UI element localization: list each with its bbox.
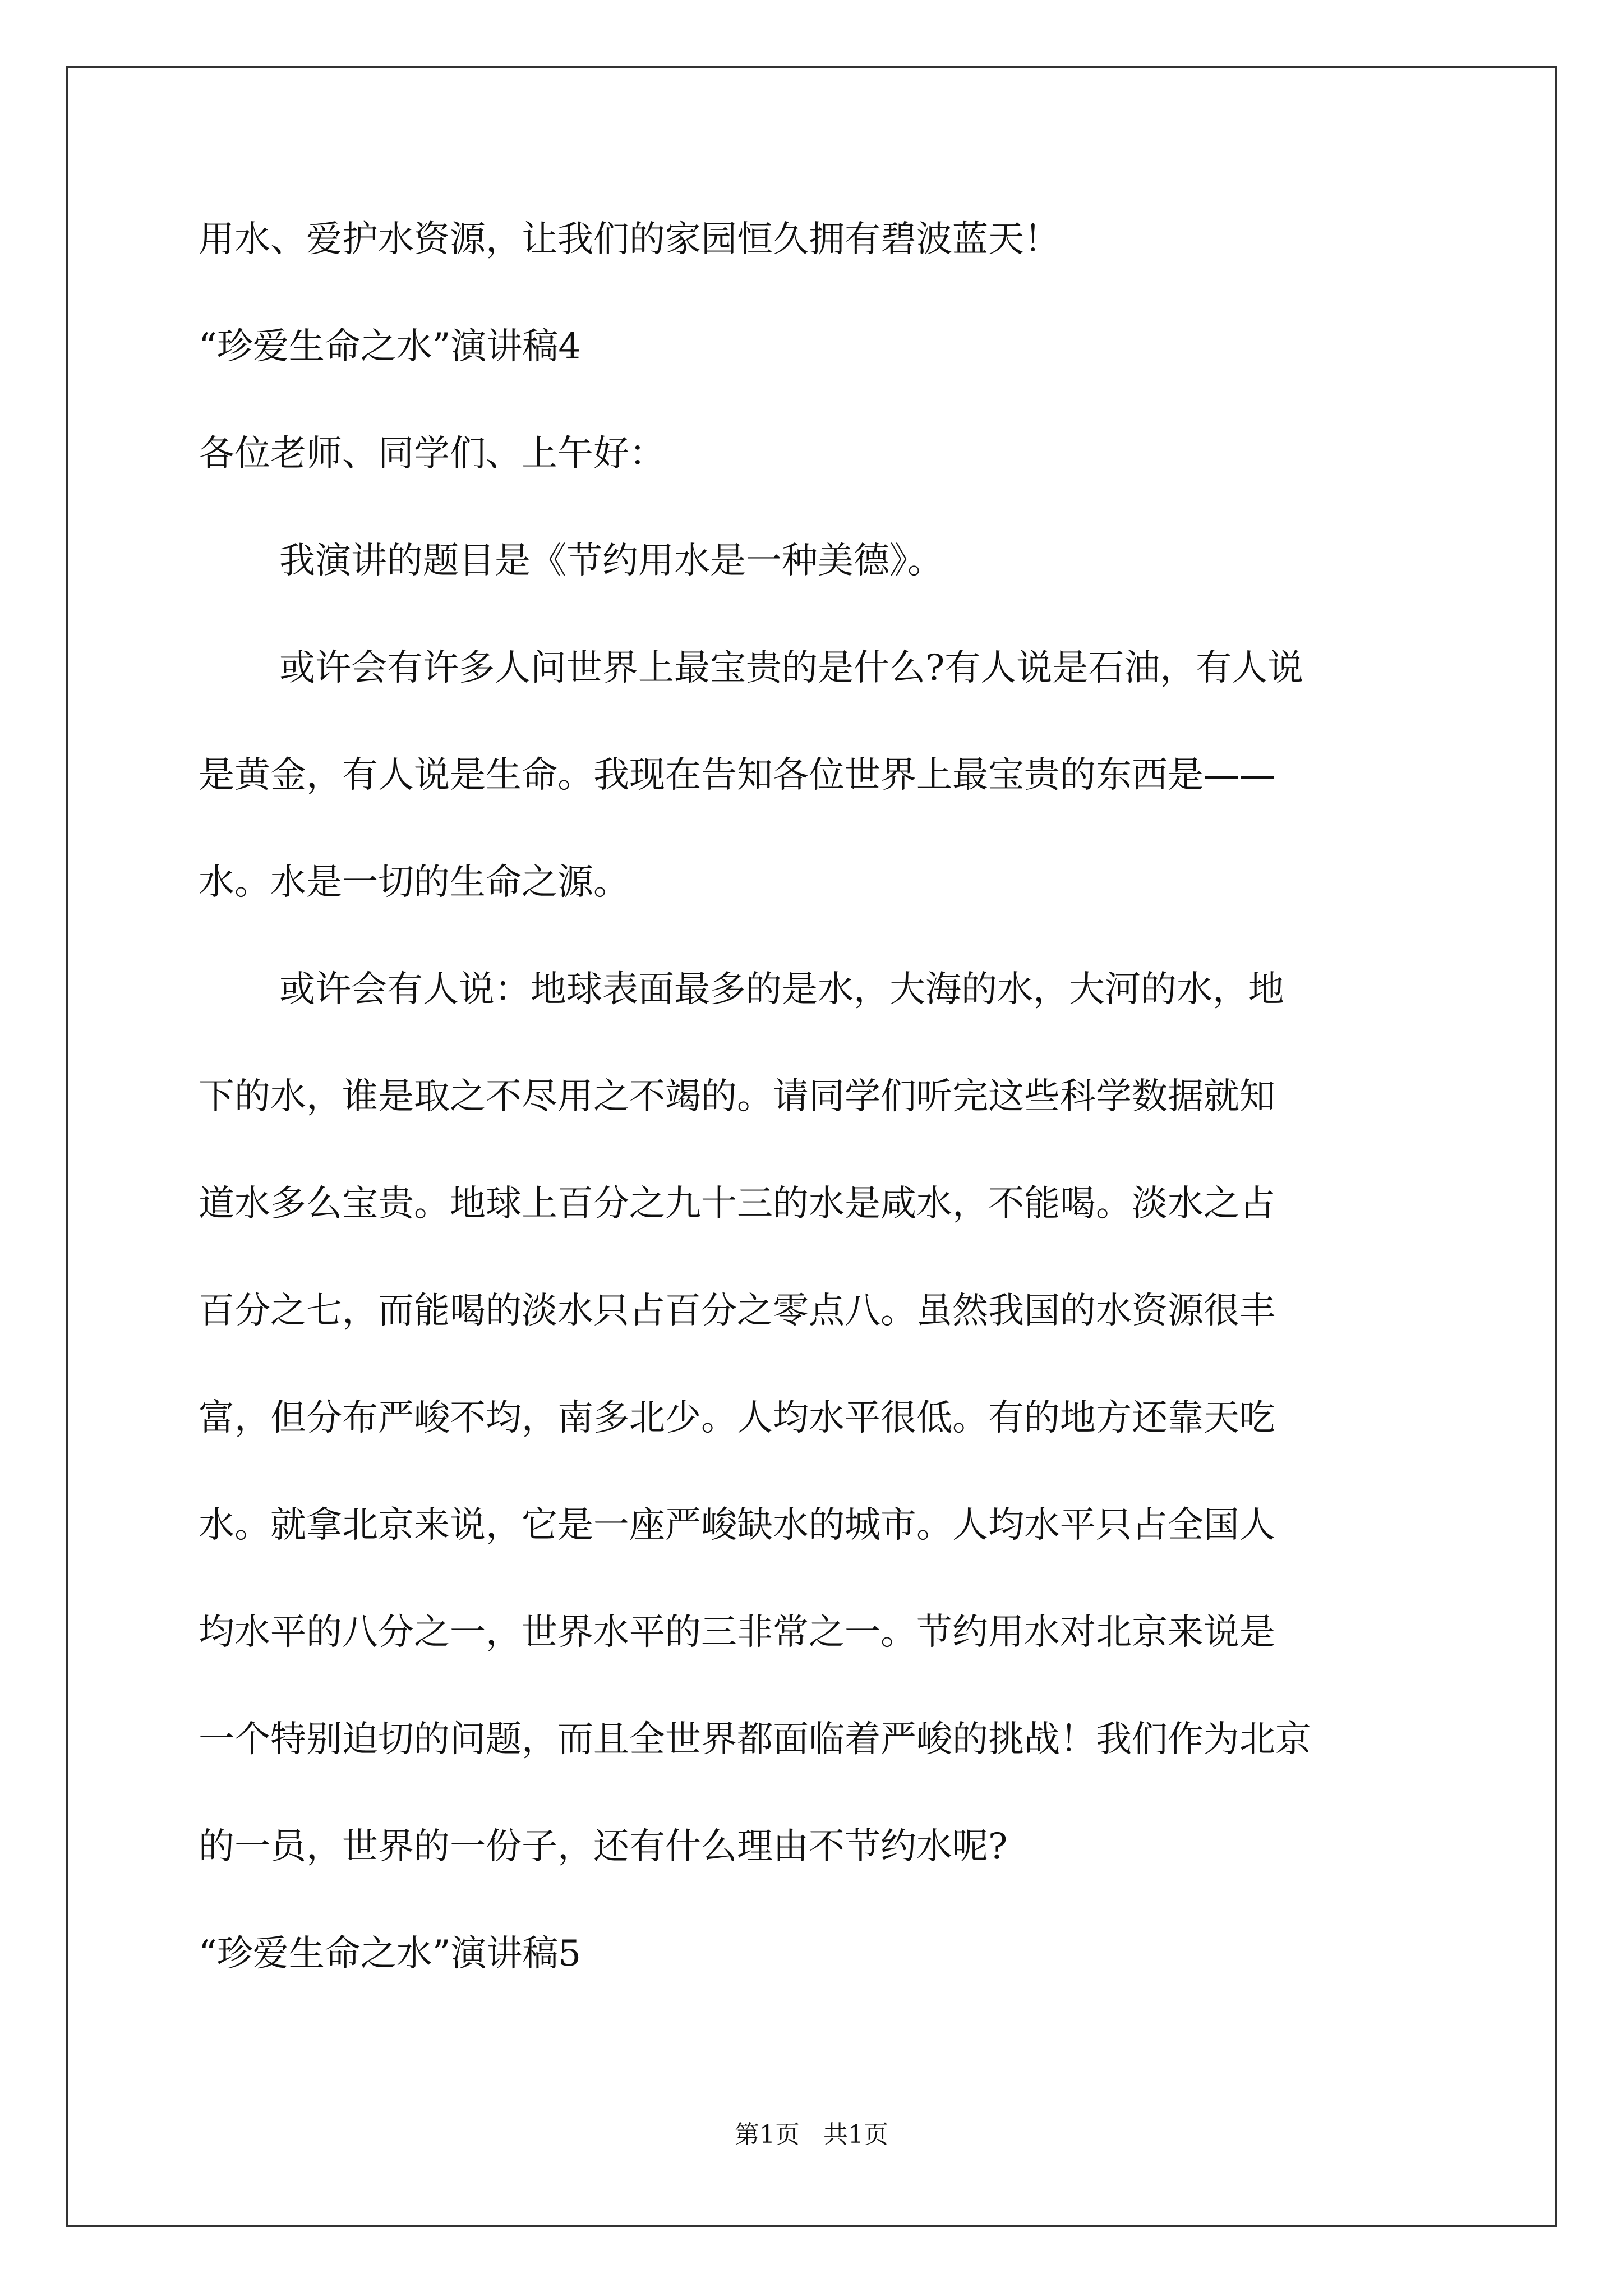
paragraph-line: 富，但分布严峻不均，南多北少。人均水平很低。有的地方还靠天吃: [199, 1397, 1275, 1439]
topic-line: 我演讲的题目是《节约用水是一种美德》。: [279, 540, 943, 582]
speech-heading-4: “珍爱生命之水”演讲稿4: [199, 326, 582, 367]
paragraph-line: 下的水，谁是取之不尽用之不竭的。请同学们听完这些科学数据就知: [199, 1076, 1275, 1117]
paragraph-line: 是黄金，有人说是生命。我现在告知各位世界上最宝贵的东西是——: [199, 754, 1275, 796]
paragraph-line: 道水多么宝贵。地球上百分之九十三的水是咸水，不能喝。淡水之占: [199, 1183, 1275, 1225]
paragraph-continuation-line: 用水、爱护水资源，让我们的家园恒久拥有碧波蓝天！: [199, 219, 1060, 260]
paragraph-line: 或许会有人说：地球表面最多的是水，大海的水，大河的水，地: [279, 969, 1284, 1010]
document-body: [199, 213, 1427, 2035]
paragraph-line: 一个特别迫切的问题，而且全世界都面临着严峻的挑战！我们作为北京: [199, 1719, 1311, 1760]
page-number-footer: 第1页 共1页: [735, 2120, 888, 2149]
paragraph-line: 水。水是一切的生命之源。: [199, 862, 629, 903]
paragraph-line: 的一员，世界的一份子，还有什么理由不节约水呢?: [199, 1826, 1008, 1867]
paragraph-line: 百分之七，而能喝的淡水只占百分之零点八。虽然我国的水资源很丰: [199, 1290, 1275, 1332]
paragraph-line: 或许会有许多人问世界上最宝贵的是什么?有人说是石油，有人说: [279, 647, 1304, 689]
paragraph-line: 均水平的八分之一，世界水平的三非常之一。节约用水对北京来说是: [199, 1612, 1275, 1653]
paragraph-line: 水。就拿北京来说，它是一座严峻缺水的城市。人均水平只占全国人: [199, 1504, 1275, 1546]
speech-heading-5: “珍爱生命之水”演讲稿5: [199, 1933, 582, 1975]
salutation-line: 各位老师、同学们、上午好：: [199, 433, 665, 475]
